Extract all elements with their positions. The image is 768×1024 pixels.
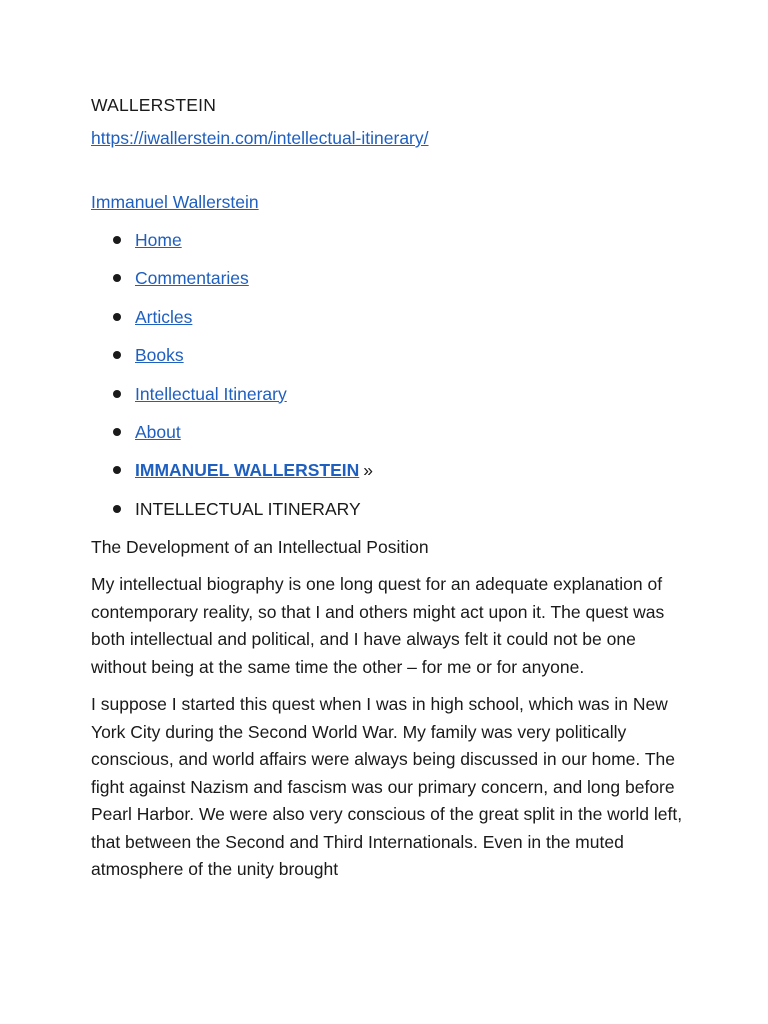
nav-link-articles[interactable]: Articles xyxy=(135,306,193,327)
bullet-icon xyxy=(113,313,121,321)
breadcrumb-parent-link[interactable]: IMMANUEL WALLERSTEIN xyxy=(135,460,360,481)
nav-item-articles xyxy=(113,304,691,342)
nav-link-home[interactable]: Home xyxy=(135,230,182,250)
nav-item-books xyxy=(113,342,691,380)
breadcrumb-separator: » xyxy=(363,460,373,481)
site-nav-list xyxy=(91,227,691,534)
nav-item-intellectual-itinerary xyxy=(113,381,691,419)
bullet-icon xyxy=(113,505,121,513)
site-name-link[interactable]: Immanuel Wallerstein xyxy=(91,192,259,212)
document-heading: WALLERSTEIN xyxy=(91,95,217,115)
source-url-link[interactable]: https://iwallerstein.com/intellectual-itinerary/ xyxy=(91,128,429,148)
bullet-icon xyxy=(113,274,121,282)
nav-link-about[interactable]: About xyxy=(135,421,181,442)
body-paragraph: I suppose I started this quest when I was in high school, which was in New York City during the Second World War. My family was very politically conscious, and world affairs were always being discussed in our home. The fight against Nazism and fascism was our primary concern, and long before Pearl Harbor. We were also very conscious of the great split in the world left, that between the Second and Third Internationals. Even in the muted atmosphere of the unity brought xyxy=(91,694,683,880)
nav-item-about xyxy=(113,419,691,457)
source-url-line xyxy=(91,125,691,152)
bullet-icon xyxy=(113,351,121,359)
nav-link-commentaries[interactable]: Commentaries xyxy=(135,268,249,289)
nav-item-commentaries xyxy=(113,265,691,303)
nav-link-books[interactable]: Books xyxy=(135,345,184,366)
bullet-icon xyxy=(113,236,121,244)
nav-item-home xyxy=(113,227,691,265)
breadcrumb-parent-item xyxy=(113,457,691,495)
body-paragraph: My intellectual biography is one long quest for an adequate explanation of contemporary reality, so that I and others might act upon it. The quest was both intellectual and political, and I have always felt it could not be one without being at the same time the other – for me or for anyone. xyxy=(91,574,665,677)
breadcrumb-current: INTELLECTUAL ITINERARY xyxy=(135,498,361,519)
site-name-line xyxy=(91,189,691,216)
article-subtitle: The Development of an Intellectual Position xyxy=(91,537,429,558)
nav-link-intellectual-itinerary[interactable]: Intellectual Itinerary xyxy=(135,383,287,404)
bullet-icon xyxy=(113,390,121,398)
bullet-icon xyxy=(113,428,121,436)
document-page xyxy=(91,92,691,894)
breadcrumb-current-item xyxy=(113,496,691,534)
bullet-icon xyxy=(113,466,121,474)
